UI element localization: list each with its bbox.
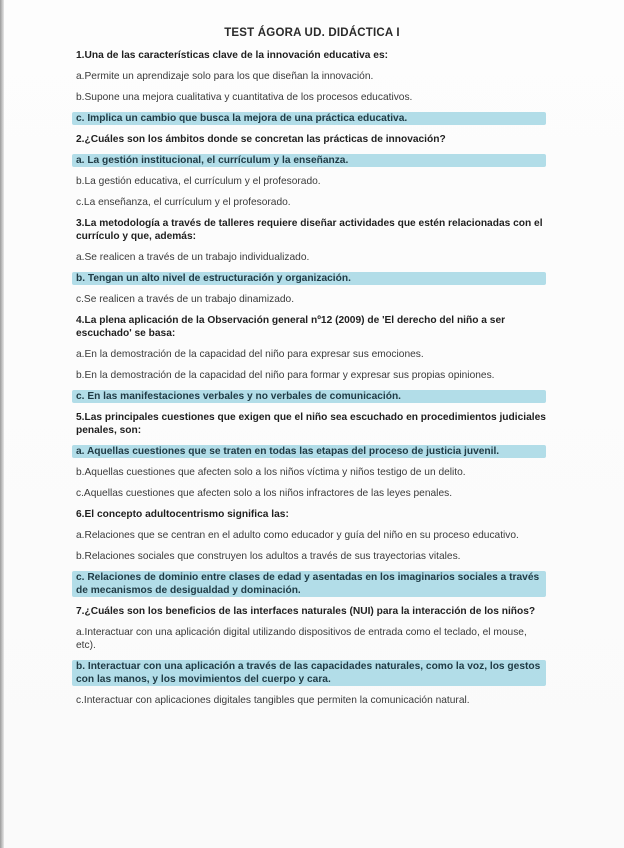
- highlighted-answer: c. Relaciones de dominio entre clases de edad y asentadas en los imaginarios sociales a través de mecanismos de desigualdad y dominación.: [72, 571, 546, 597]
- answer-option: a.Interactuar con una aplicación digital utilizando dispositivos de entrada como el teclado, el mouse, etc).: [76, 627, 527, 651]
- highlighted-answer: b. Tengan un alto nivel de estructuración y organización.: [72, 272, 546, 285]
- highlighted-answer: c. Implica un cambio que busca la mejora de una práctica educativa.: [72, 112, 546, 125]
- question-text: 6.El concepto adultocentrismo significa las:: [76, 509, 289, 520]
- document-title: TEST ÁGORA UD. DIDÁCTICA I: [224, 27, 400, 39]
- answer-option: c.Se realicen a través de un trabajo dinamizado.: [76, 294, 295, 305]
- question-text: 7.¿Cuáles son los beneficios de las interfaces naturales (NUI) para la interacción de los niños?: [76, 606, 536, 617]
- highlighted-answer: a. Aquellas cuestiones que se traten en todas las etapas del proceso de justicia juvenil.: [72, 445, 546, 458]
- question-text: 3.La metodología a través de talleres requiere diseñar actividades que estén relacionadas con el currículo y que, además:: [76, 218, 543, 242]
- answer-option: b.Aquellas cuestiones que afecten solo a los niños víctima y niños testigo de un delito.: [76, 467, 466, 478]
- answer-option: a.Permite un aprendizaje solo para los que diseñan la innovación.: [76, 71, 374, 82]
- answer-option: b.Relaciones sociales que construyen los adultos a través de sus trayectorias vitales.: [76, 551, 461, 562]
- question-text: 2.¿Cuáles son los ámbitos donde se concretan las prácticas de innovación?: [76, 134, 446, 145]
- answer-option: a.Se realicen a través de un trabajo individualizado.: [76, 252, 310, 263]
- question-list: [76, 49, 546, 715]
- answer-option: a.Relaciones que se centran en el adulto como educador y guía del niño en su proceso educativo.: [76, 530, 519, 541]
- highlighted-answer: a. La gestión institucional, el currículum y la enseñanza.: [72, 154, 546, 167]
- answer-option: b.En la demostración de la capacidad del niño para formar y expresar sus propias opiniones.: [76, 370, 495, 381]
- page-edge-shadow: [0, 0, 4, 848]
- answer-option: c.Aquellas cuestiones que afecten solo a los niños infractores de las leyes penales.: [76, 488, 453, 499]
- question-text: 1.Una de las características clave de la innovación educativa es:: [76, 50, 389, 61]
- answer-option: b.La gestión educativa, el currículum y el profesorado.: [76, 176, 321, 187]
- question-text: 4.La plena aplicación de la Observación general nº12 (2009) de 'El derecho del niño a ser escuchado' se basa:: [76, 315, 506, 339]
- highlighted-answer: c. En las manifestaciones verbales y no verbales de comunicación.: [72, 390, 546, 403]
- answer-option: a.En la demostración de la capacidad del niño para expresar sus emociones.: [76, 349, 424, 360]
- answer-option: c.Interactuar con aplicaciones digitales tangibles que permiten la comunicación natural.: [76, 695, 470, 706]
- answer-option: c.La enseñanza, el currículum y el profesorado.: [76, 197, 291, 208]
- answer-option: b.Supone una mejora cualitativa y cuantitativa de los procesos educativos.: [76, 92, 413, 103]
- question-text: 5.Las principales cuestiones que exigen que el niño sea escuchado en procedimientos judiciales penales, son:: [76, 412, 546, 436]
- highlighted-answer: b. Interactuar con una aplicación a través de las capacidades naturales, como la voz, los gestos con las manos, y los movimientos del cuerpo y cara.: [72, 660, 546, 686]
